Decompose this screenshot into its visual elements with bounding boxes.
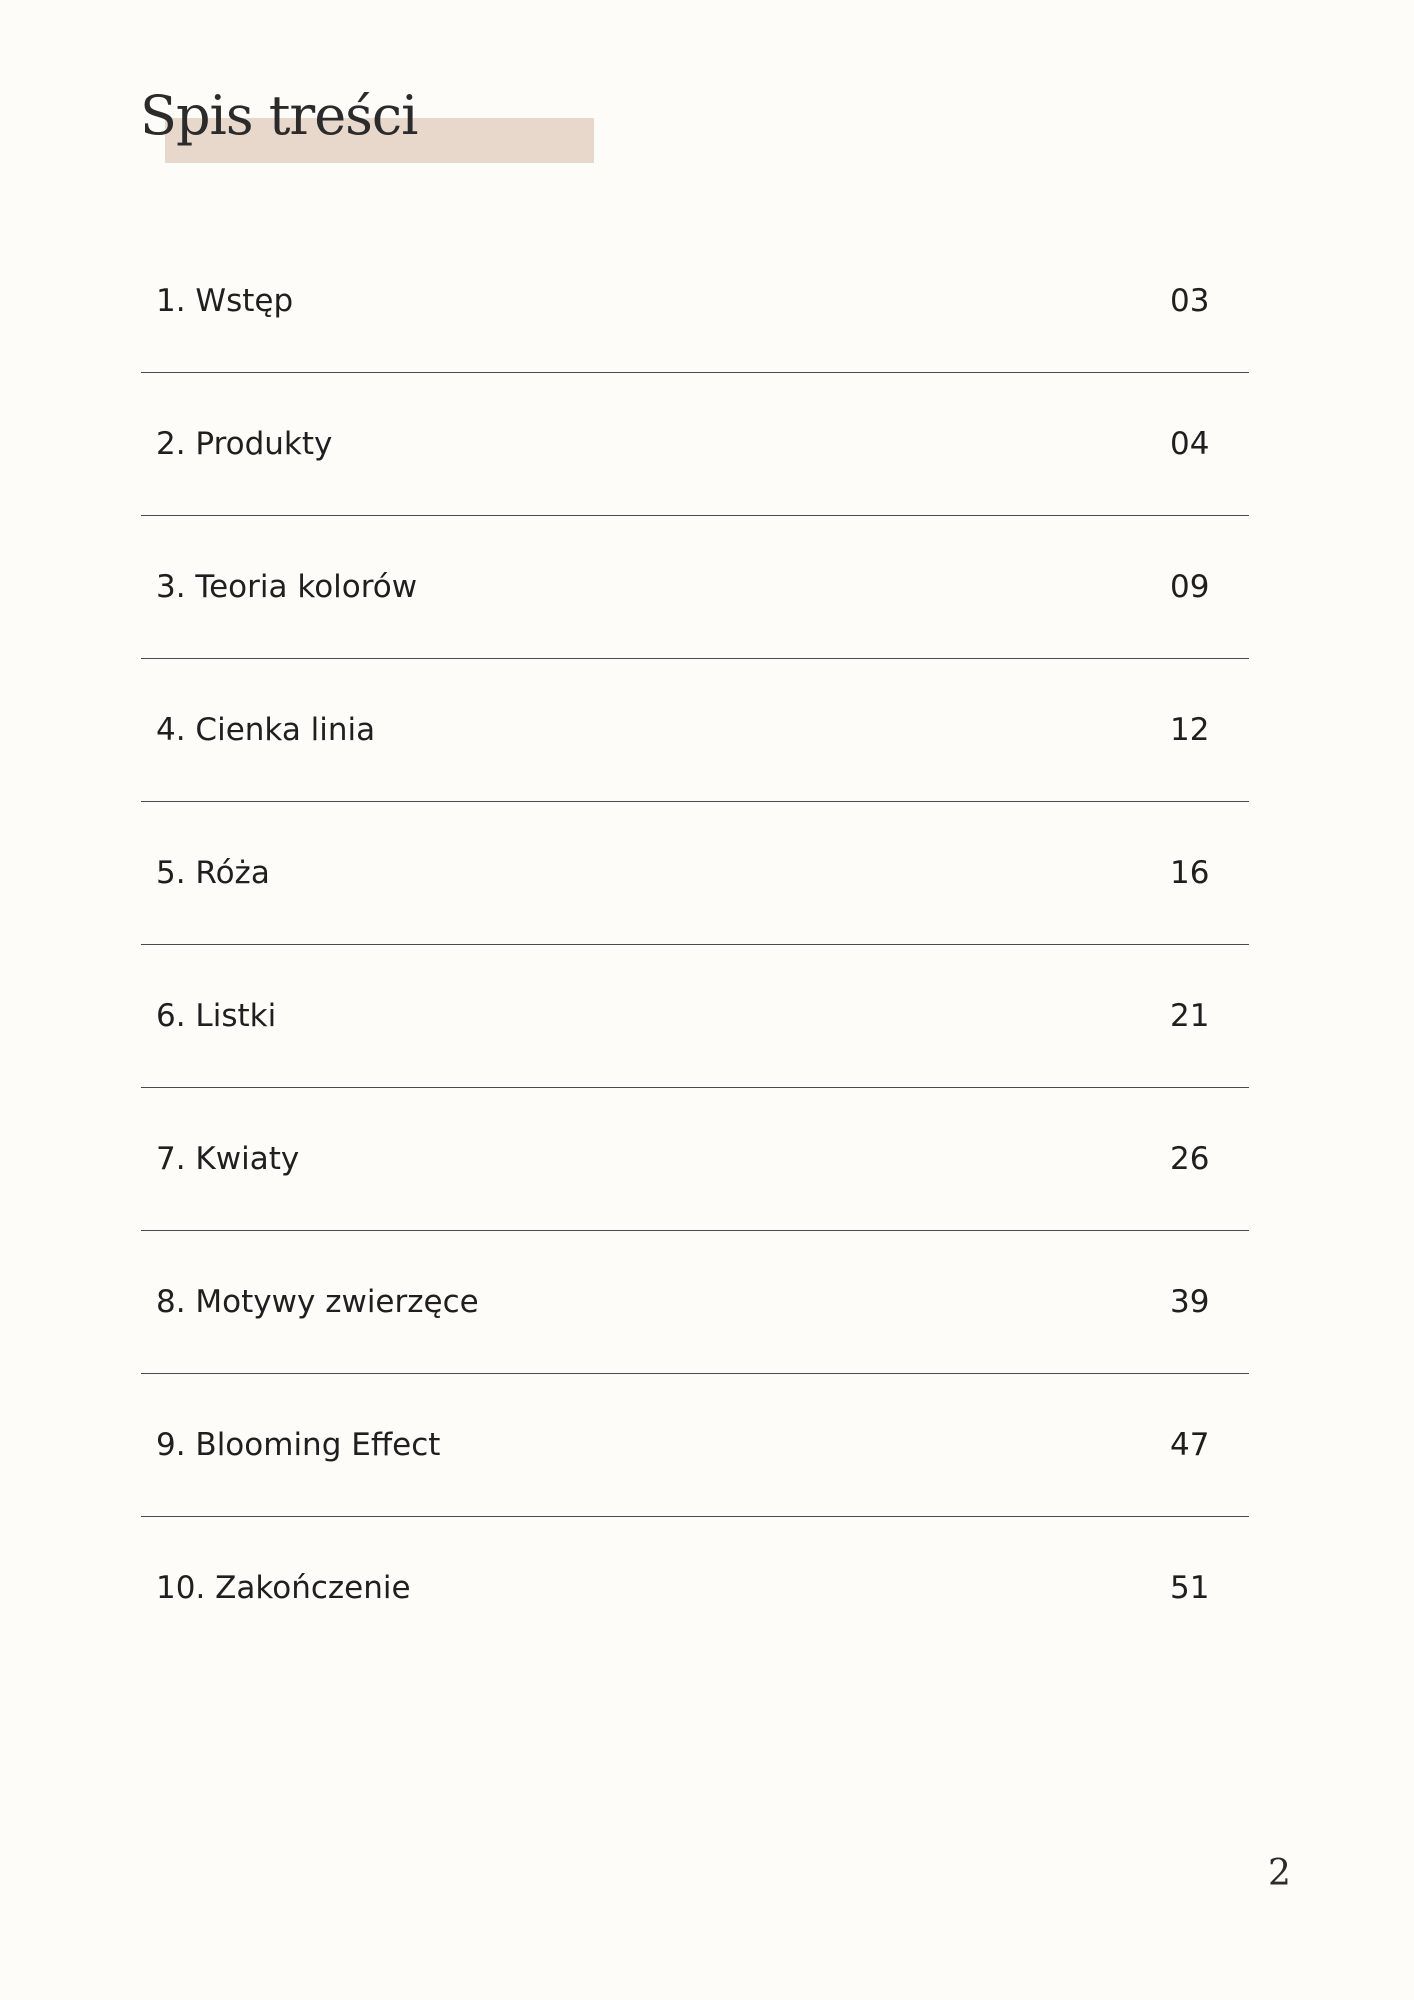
toc-entry-label: 6. Listki <box>156 998 277 1034</box>
toc-entry <box>141 945 1249 1088</box>
toc-entry-label: 5. Róża <box>156 855 270 891</box>
toc-entry-page: 51 <box>1170 1570 1210 1606</box>
page-title: Spis treści <box>140 84 418 147</box>
toc-entry-page: 04 <box>1170 426 1210 462</box>
toc-entry <box>141 1231 1249 1374</box>
toc-entry-label: 1. Wstęp <box>156 283 294 319</box>
page-number: 2 <box>1268 1853 1291 1894</box>
toc-entry-label: 10. Zakończenie <box>156 1570 411 1606</box>
toc-entry-page: 21 <box>1170 998 1210 1034</box>
toc-entry-page: 47 <box>1170 1427 1210 1463</box>
toc-entry-page: 16 <box>1170 855 1210 891</box>
toc-entry-label: 7. Kwiaty <box>156 1141 300 1177</box>
toc-entry <box>141 659 1249 802</box>
toc-entry-label: 3. Teoria kolorów <box>156 569 418 605</box>
toc-entry <box>141 1517 1249 1660</box>
toc-entry-page: 09 <box>1170 569 1210 605</box>
toc-entry-page: 03 <box>1170 283 1210 319</box>
toc-entry-label: 2. Produkty <box>156 426 333 462</box>
toc-entry <box>141 802 1249 945</box>
table-of-contents <box>141 230 1249 1660</box>
toc-entry-label: 8. Motywy zwierzęce <box>156 1284 479 1320</box>
toc-entry-label: 9. Blooming Effect <box>156 1427 441 1463</box>
toc-entry-page: 39 <box>1170 1284 1210 1320</box>
toc-entry <box>141 1374 1249 1517</box>
toc-entry <box>141 230 1249 373</box>
toc-entry-page: 26 <box>1170 1141 1210 1177</box>
toc-entry <box>141 1088 1249 1231</box>
toc-entry-label: 4. Cienka linia <box>156 712 376 748</box>
toc-entry <box>141 373 1249 516</box>
toc-entry <box>141 516 1249 659</box>
toc-entry-page: 12 <box>1170 712 1210 748</box>
